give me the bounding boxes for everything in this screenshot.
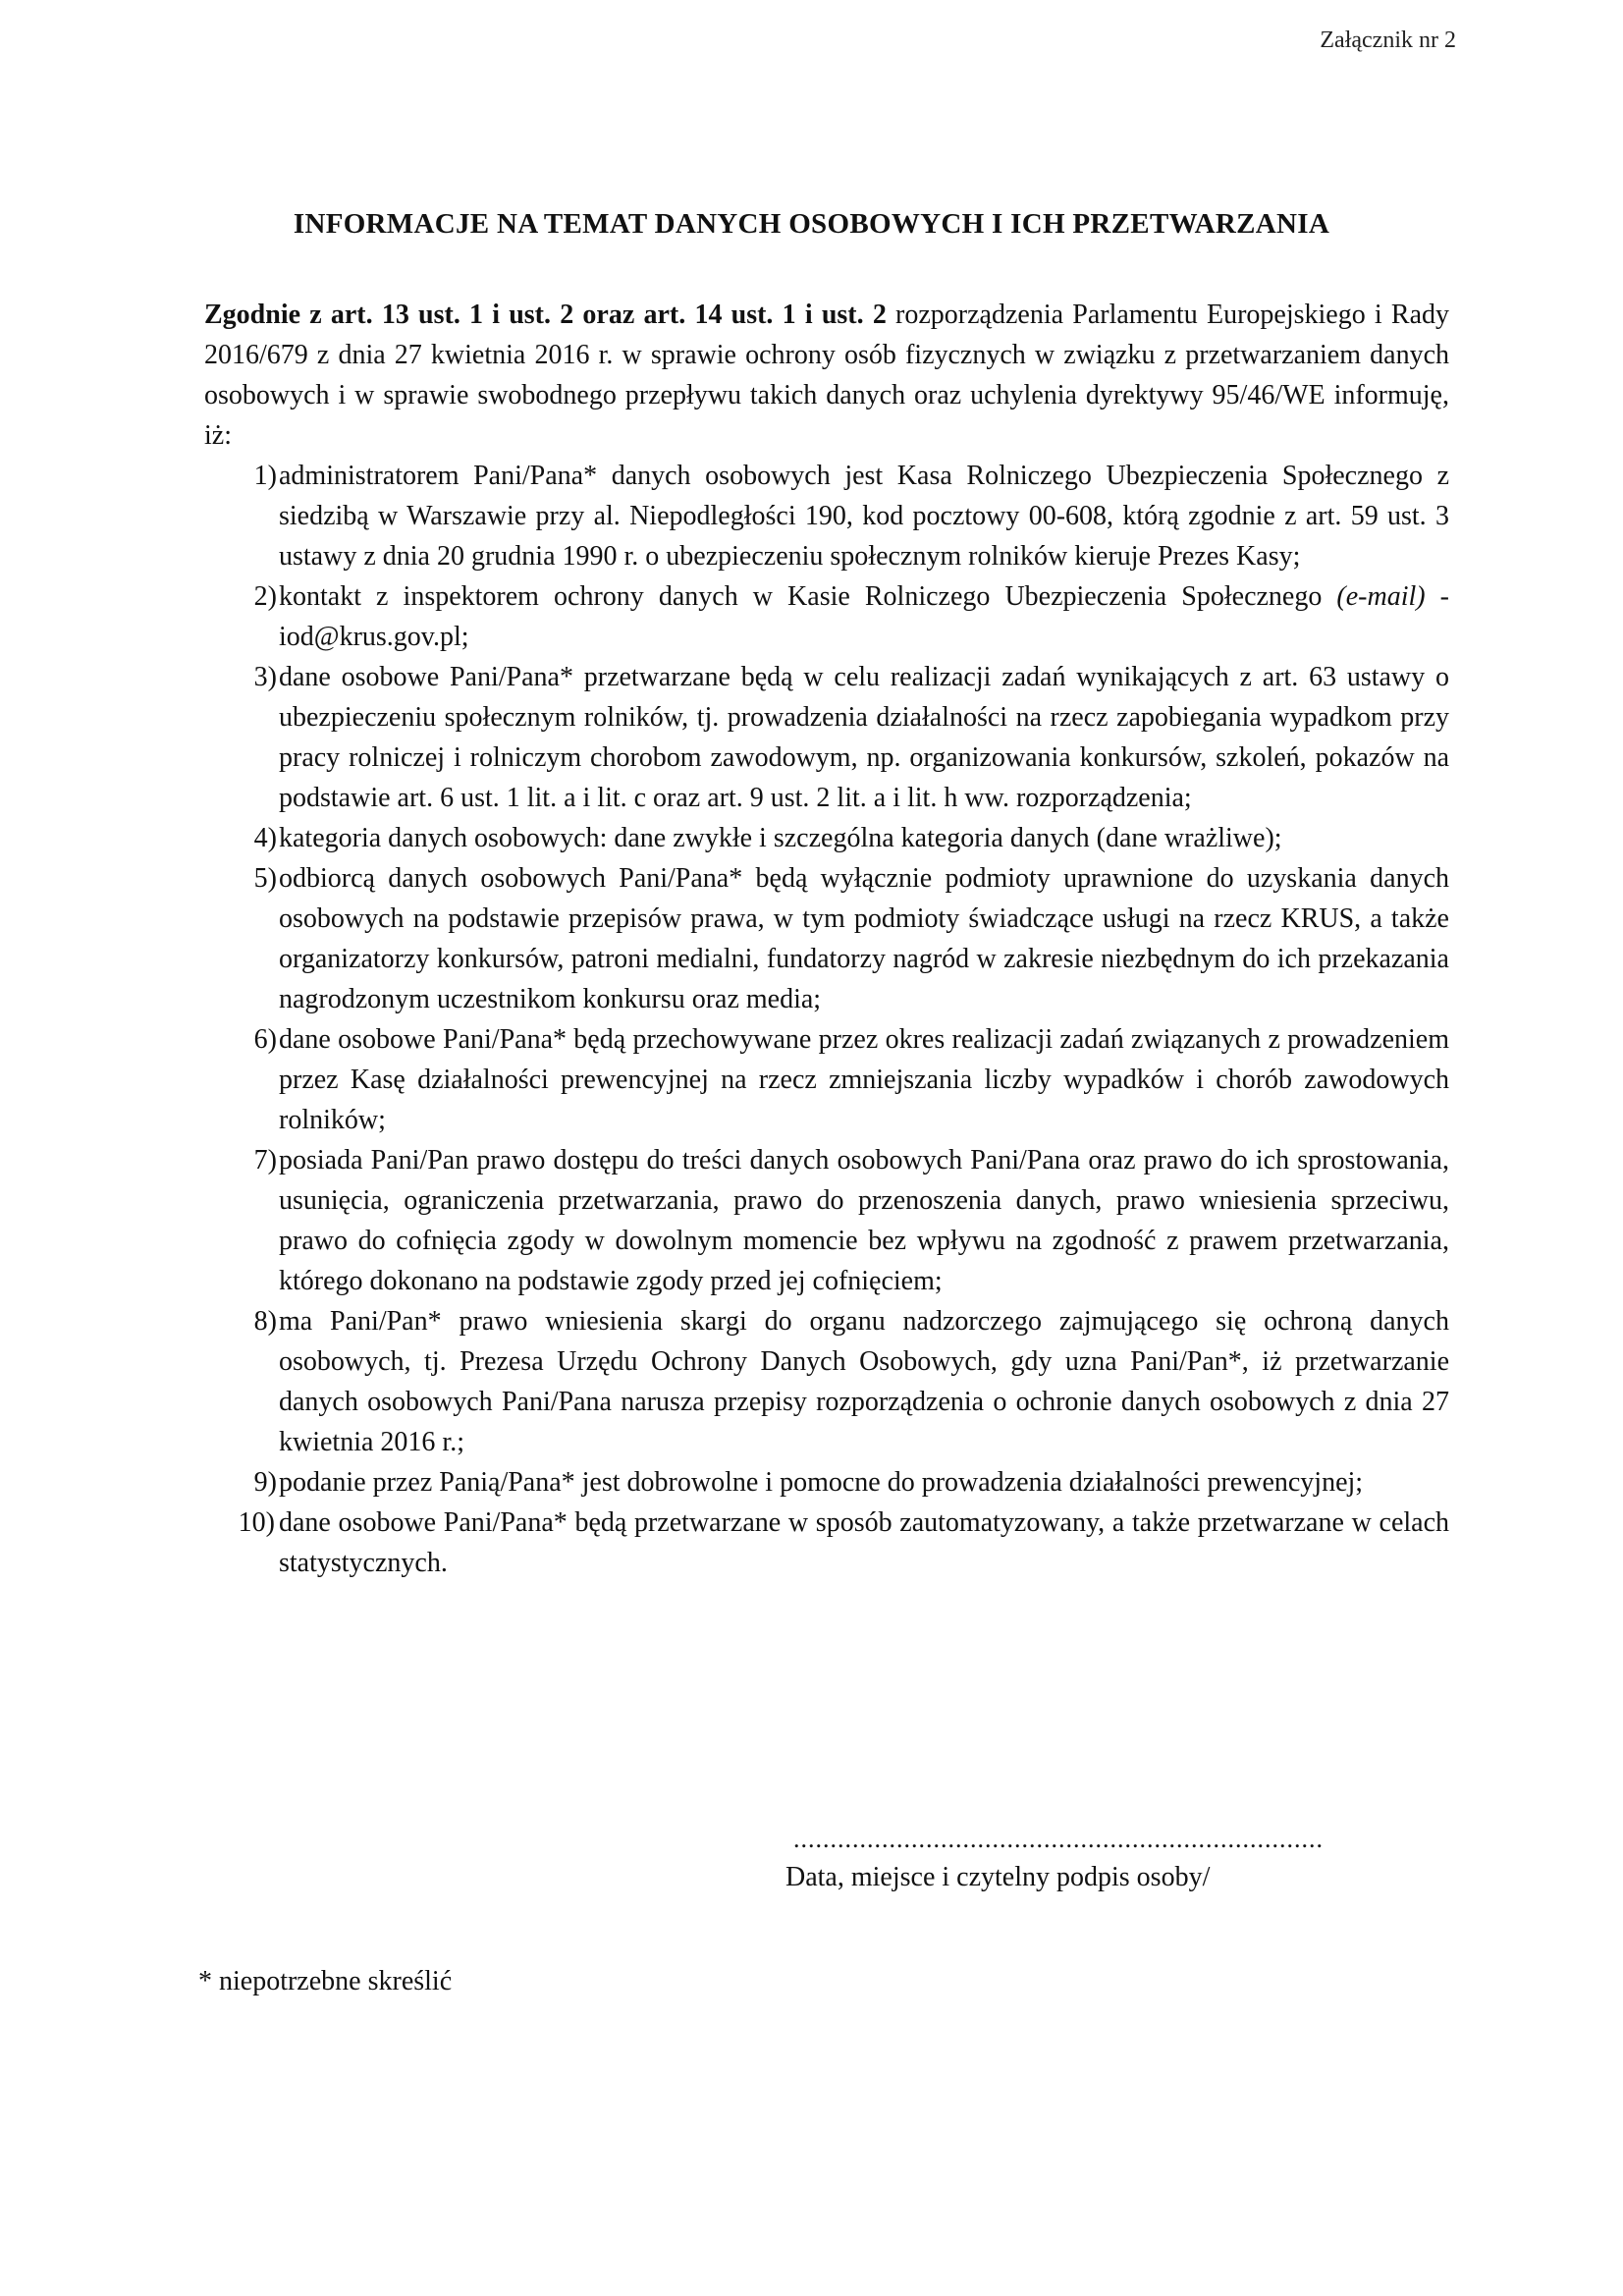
information-list — [204, 456, 1449, 1583]
annex-label: Załącznik nr 2 — [1320, 27, 1456, 53]
footnote: * niepotrzebne skreślić — [198, 1966, 453, 1996]
list-item-text: dane osobowe Pani/Pana* będą przetwarzane w sposób zautomatyzowany, a także przetwarzane w celach statystycznych. — [279, 1507, 1449, 1578]
list-item-text: ma Pani/Pan* prawo wniesienia skargi do organu nadzorczego zajmującego się ochroną danych osobowych, tj. Prezesa Urzędu Ochrony Danych Osobowych, gdy uzna Pani/Pan*, iż przetwarzanie danych osobowych Pani/Pana narusza przepisy rozporządzenia o ochronie danych osobowych z dnia 27 kwietnia 2016 r.; — [279, 1306, 1449, 1457]
list-item-number: 5) — [253, 863, 277, 894]
list-item — [204, 1462, 1449, 1503]
email-label: (e-mail) — [1336, 581, 1426, 612]
list-item-text: dane osobowe Pani/Pana* przetwarzane będą w celu realizacji zadań wynikających z art. 63 ustawy o ubezpieczeniu społecznym rolników, tj. prowadzenia działalności na rzecz zapobiegania wypadkom przy pracy rolniczej i rolniczym chorobom zawodowym, np. organizowania konkursów, szkoleń, pokazów na podstawie art. 6 ust. 1 lit. a i lit. c oraz art. 9 ust. 2 lit. a i lit. h ww. rozporządzenia; — [279, 662, 1449, 813]
list-item-number: 1) — [253, 461, 277, 491]
intro-legal-basis: Zgodnie z art. 13 ust. 1 i ust. 2 oraz art. 14 ust. 1 i ust. 2 — [204, 300, 887, 330]
list-item — [204, 657, 1449, 818]
list-item-text: administratorem Pani/Pana* danych osobowych jest Kasa Rolniczego Ubezpieczenia Społecznego z siedzibą w Warszawie przy al. Niepodległości 190, kod pocztowy 00-608, którą zgodnie z art. 59 ust. 3 ustawy z dnia 20 grudnia 1990 r. o ubezpieczeniu społecznym rolników kieruje Prezes Kasy; — [279, 461, 1449, 572]
list-item — [204, 456, 1449, 576]
list-item-number: 8) — [253, 1306, 277, 1337]
list-item-text: kontakt z inspektorem ochrony danych w Kasie Rolniczego Ubezpieczenia Społecznego — [279, 581, 1337, 612]
list-item-text: kategoria danych osobowych: dane zwykłe i szczególna kategoria danych (dane wrażliwe); — [279, 823, 1282, 853]
list-item — [204, 1301, 1449, 1462]
list-item-text: odbiorcą danych osobowych Pani/Pana* będą wyłącznie podmioty uprawnione do uzyskania danych osobowych na podstawie przepisów prawa, w tym podmioty świadczące usługi na rzecz KRUS, a także organizatorzy konkursów, patroni medialni, fundatorzy nagród w zakresie niezbędnym do ich przekazania nagrodzonym uczestnikom konkursu oraz media; — [279, 863, 1449, 1014]
intro-paragraph — [204, 295, 1449, 456]
list-item-number: 9) — [253, 1467, 277, 1498]
signature-caption: Data, miejsce i czytelny podpis osoby/ — [785, 1862, 1211, 1892]
list-item-number: 2) — [253, 581, 277, 612]
list-item-number: 7) — [253, 1145, 277, 1175]
list-item — [204, 576, 1449, 657]
email-address: - iod@krus.gov.pl; — [279, 581, 1449, 652]
list-item-number: 4) — [253, 823, 277, 853]
list-item-number: 3) — [253, 662, 277, 692]
list-item-text: posiada Pani/Pan prawo dostępu do treści danych osobowych Pani/Pana oraz prawo do ich sprostowania, usunięcia, ograniczenia przetwarzania, prawo do przenoszenia danych, prawo wniesienia sprzeciwu, prawo do cofnięcia zgody w dowolnym momencie bez wpływu na zgodność z prawem przetwarzania, którego dokonano na podstawie zgody przed jej cofnięciem; — [279, 1145, 1449, 1296]
list-item-text: dane osobowe Pani/Pana* będą przechowywane przez okres realizacji zadań związanych z prowadzeniem przez Kasę działalności prewencyjnej na rzecz zmniejszania liczby wypadków i chorób zawodowych rolników; — [279, 1024, 1449, 1135]
signature-line: ........................................................................ — [793, 1825, 1324, 1853]
list-item-number: 6) — [253, 1024, 277, 1055]
list-item-number: 10) — [238, 1507, 275, 1538]
document-title: INFORMACJE NA TEMAT DANYCH OSOBOWYCH I ICH PRZETWARZANIA — [293, 208, 1330, 240]
list-item — [204, 1140, 1449, 1301]
list-item-text: podanie przez Panią/Pana* jest dobrowolne i pomocne do prowadzenia działalności prewencyjnej; — [279, 1467, 1364, 1498]
intro-text: rozporządzenia Parlamentu Europejskiego i Rady 2016/679 z dnia 27 kwietnia 2016 r. w sprawie ochrony osób fizycznych w związku z przetwarzaniem danych osobowych i w sprawie swobodnego przepływu takich danych oraz uchylenia dyrektywy 95/46/WE informuję, iż: — [204, 300, 1450, 451]
list-item — [204, 1503, 1449, 1583]
list-item — [204, 1019, 1449, 1140]
list-item — [204, 858, 1449, 1019]
list-item — [204, 818, 1449, 858]
